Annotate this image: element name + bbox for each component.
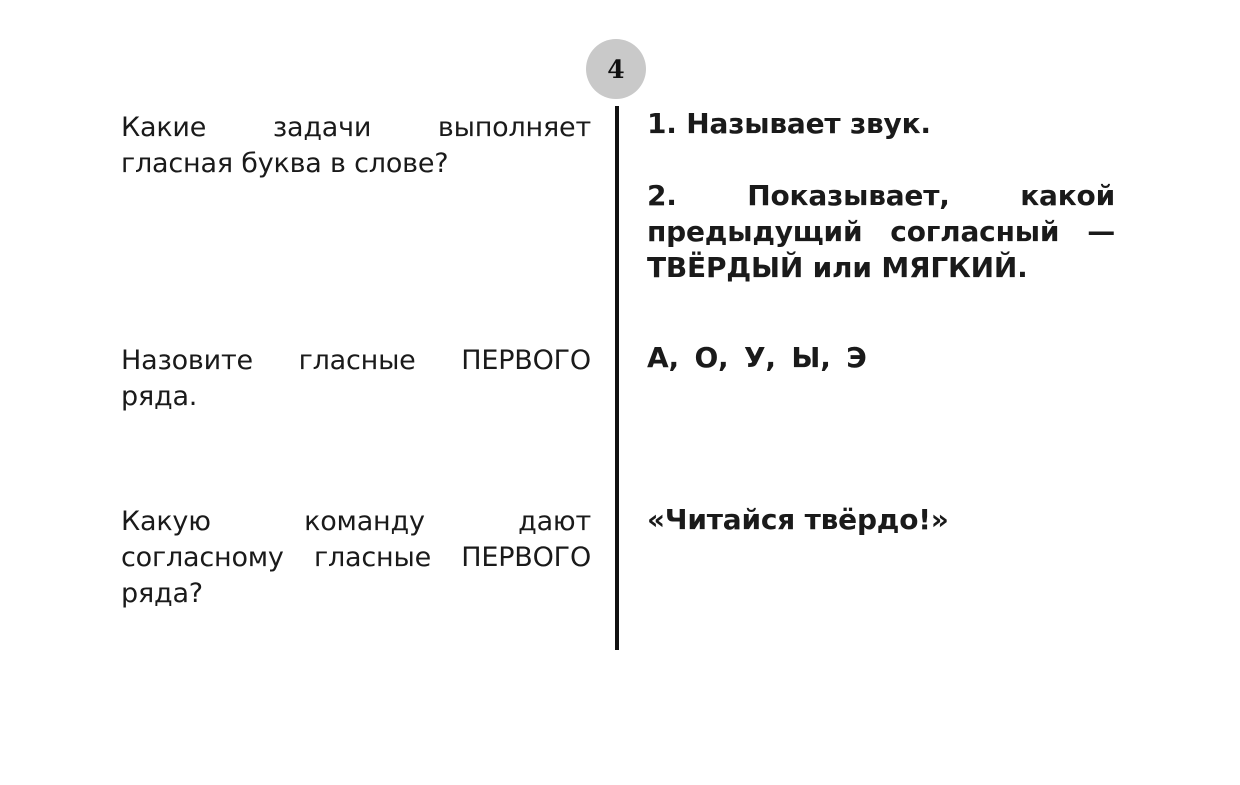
answer-2 — [647, 340, 1115, 376]
column-divider — [615, 106, 619, 650]
question-1: Какие задачи выполняет гласная буква в слове? — [121, 112, 591, 179]
answer-1-item-2: 2. Показывает, какой предыдущий согласный — ТВЁРДЫЙ или МЯГКИЙ. — [647, 179, 1115, 284]
page-number: 4 — [607, 54, 625, 84]
answer-1-item-1: 1. Называет звук. — [647, 107, 931, 140]
question-2: Назовите гласные ПЕРВОГО ряда. — [121, 345, 591, 412]
question-3: Какую команду дают согласному гласные ПЕРВОГО ряда? — [121, 506, 591, 609]
answer-3-text: «Читайся твёрдо!» — [647, 503, 949, 536]
answer-2-text: А, О, У, Ы, Э — [647, 341, 867, 374]
answer-1 — [647, 106, 1115, 286]
page-number-badge — [586, 39, 646, 99]
answer-3 — [647, 502, 1115, 538]
